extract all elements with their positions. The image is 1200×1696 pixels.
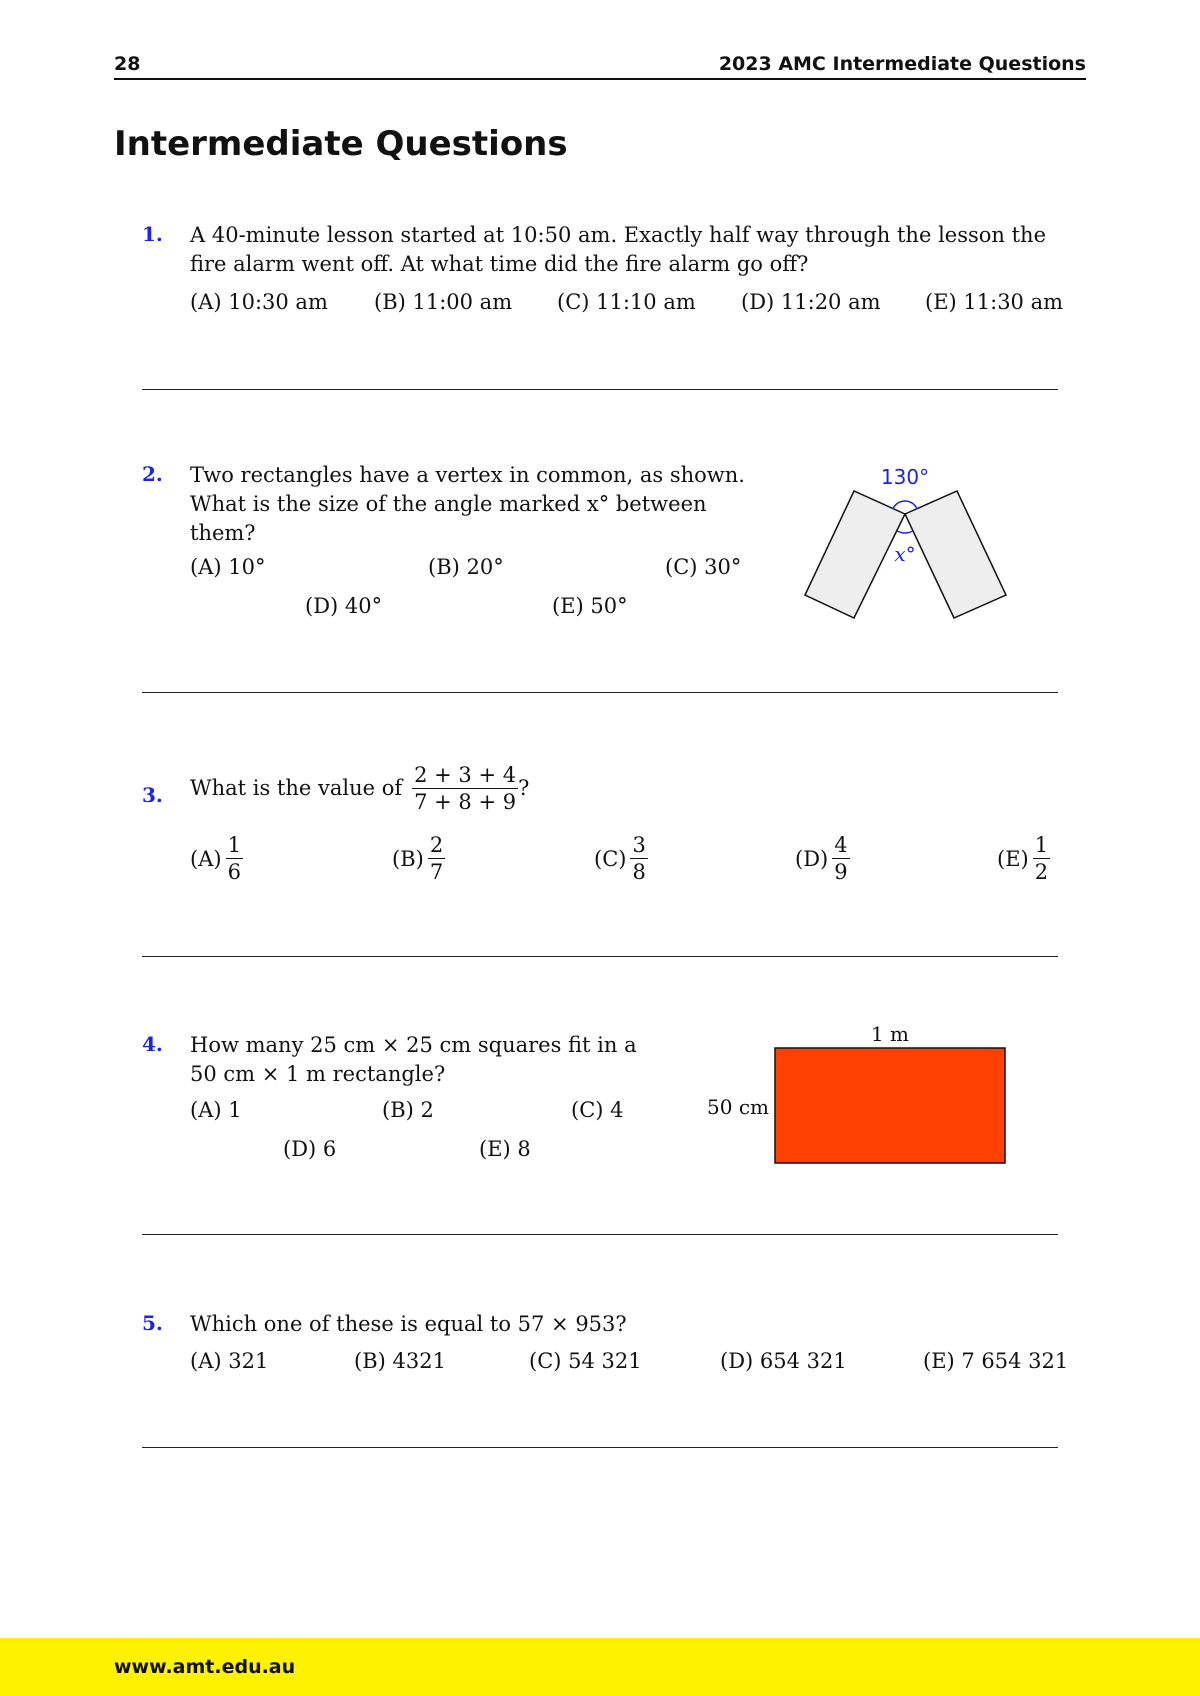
rectangle-figure <box>700 1018 1020 1168</box>
q3-option-d <box>795 833 850 884</box>
question-4-text <box>190 1031 637 1089</box>
width-label: 1 m <box>870 1022 910 1046</box>
angle-x-label: x° <box>894 542 916 566</box>
q4-option-b: (B) 2 <box>382 1098 434 1122</box>
question-2-line-1: Two rectangles have a vertex in common, as shown. <box>190 463 745 487</box>
footer-url[interactable]: www.amt.edu.au <box>114 1656 296 1678</box>
q3-option-b <box>392 833 445 884</box>
page-number: 28 <box>114 53 141 75</box>
q1-option-c: (C) 11:10 am <box>557 290 696 314</box>
separator-3 <box>142 956 1058 957</box>
q3-option-c-num: 3 <box>632 833 646 857</box>
q3-option-d-label: (D) <box>795 846 829 871</box>
question-3-prefix: What is the value of <box>190 776 403 800</box>
q3-option-c-den: 8 <box>632 860 646 884</box>
q3-option-d-den: 9 <box>834 860 848 884</box>
question-2-line-2: What is the size of the angle marked x° between <box>190 492 707 516</box>
question-5-number: 5. <box>142 1311 163 1335</box>
q3-option-e <box>997 833 1050 884</box>
q1-option-e: (E) 11:30 am <box>925 290 1064 314</box>
left-rectangle <box>805 491 905 618</box>
q3-option-d-num: 4 <box>834 833 848 857</box>
question-1-text <box>190 221 1046 279</box>
question-3-number: 3. <box>142 783 163 807</box>
q3-option-e-label: (E) <box>997 846 1029 871</box>
question-2-line-3: them? <box>190 521 256 545</box>
q3-option-b-den: 7 <box>429 860 444 884</box>
height-label: 50 cm <box>707 1095 769 1119</box>
q3-option-b-num: 2 <box>429 833 444 857</box>
q2-option-c: (C) 30° <box>665 555 742 579</box>
question-1-line-1: A 40-minute lesson started at 10:50 am. Exactly half way through the lesson the <box>190 223 1046 247</box>
question-2-text <box>190 461 745 548</box>
two-rectangles-figure <box>795 462 1020 632</box>
expression-denominator: 7 + 8 + 9 <box>414 790 517 814</box>
separator-4 <box>142 1234 1058 1235</box>
q3-option-a-den: 6 <box>227 860 241 884</box>
q2-option-b: (B) 20° <box>428 555 504 579</box>
question-5-line-1: Which one of these is equal to 57 × 953? <box>190 1312 627 1336</box>
angle-130-label: 130° <box>880 465 930 489</box>
question-5-text <box>190 1310 627 1339</box>
question-2-number: 2. <box>142 462 163 486</box>
question-1-number: 1. <box>142 222 163 246</box>
orange-rectangle <box>775 1048 1005 1163</box>
q5-option-c: (C) 54 321 <box>529 1349 642 1373</box>
inner-angle-arc <box>897 531 913 533</box>
expression-numerator: 2 + 3 + 4 <box>414 763 517 787</box>
q2-option-e: (E) 50° <box>552 594 628 618</box>
separator-5 <box>142 1447 1058 1448</box>
q3-option-a-num: 1 <box>227 833 241 857</box>
q3-option-b-label: (B) <box>392 846 424 871</box>
section-title: Intermediate Questions <box>114 124 568 164</box>
q1-option-d: (D) 11:20 am <box>741 290 881 314</box>
q3-option-a <box>190 833 243 884</box>
question-4-line-2: 50 cm × 1 m rectangle? <box>190 1062 446 1086</box>
q2-option-d: (D) 40° <box>305 594 383 618</box>
q4-option-a: (A) 1 <box>190 1098 242 1122</box>
q4-option-e: (E) 8 <box>479 1137 531 1161</box>
q4-option-c: (C) 4 <box>571 1098 624 1122</box>
q5-option-e: (E) 7 654 321 <box>923 1349 1069 1373</box>
q3-option-c-label: (C) <box>594 846 627 871</box>
q4-option-d: (D) 6 <box>283 1137 337 1161</box>
outer-angle-arc <box>893 501 917 509</box>
q5-option-d: (D) 654 321 <box>720 1349 847 1373</box>
separator-2 <box>142 692 1058 693</box>
q3-option-a-label: (A) <box>190 846 222 871</box>
right-rectangle <box>905 491 1006 618</box>
question-3-suffix: ? <box>518 776 530 800</box>
q1-option-a: (A) 10:30 am <box>190 290 328 314</box>
q3-option-e-num: 1 <box>1034 833 1049 857</box>
q1-option-b: (B) 11:00 am <box>374 290 513 314</box>
question-4-number: 4. <box>142 1032 163 1056</box>
running-title: 2023 AMC Intermediate Questions <box>718 53 1086 75</box>
q2-option-a: (A) 10° <box>190 555 266 579</box>
header-rule <box>114 78 1086 80</box>
question-1-line-2: fire alarm went off. At what time did the fire alarm go off? <box>190 252 809 276</box>
q3-option-e-den: 2 <box>1034 860 1049 884</box>
question-4-line-1: How many 25 cm × 25 cm squares fit in a <box>190 1033 637 1057</box>
q5-option-b: (B) 4321 <box>354 1349 446 1373</box>
question-3-text <box>190 763 529 814</box>
q5-option-a: (A) 321 <box>190 1349 269 1373</box>
separator-1 <box>142 389 1058 390</box>
question-3-expression <box>412 763 518 814</box>
q3-option-c <box>594 833 648 884</box>
